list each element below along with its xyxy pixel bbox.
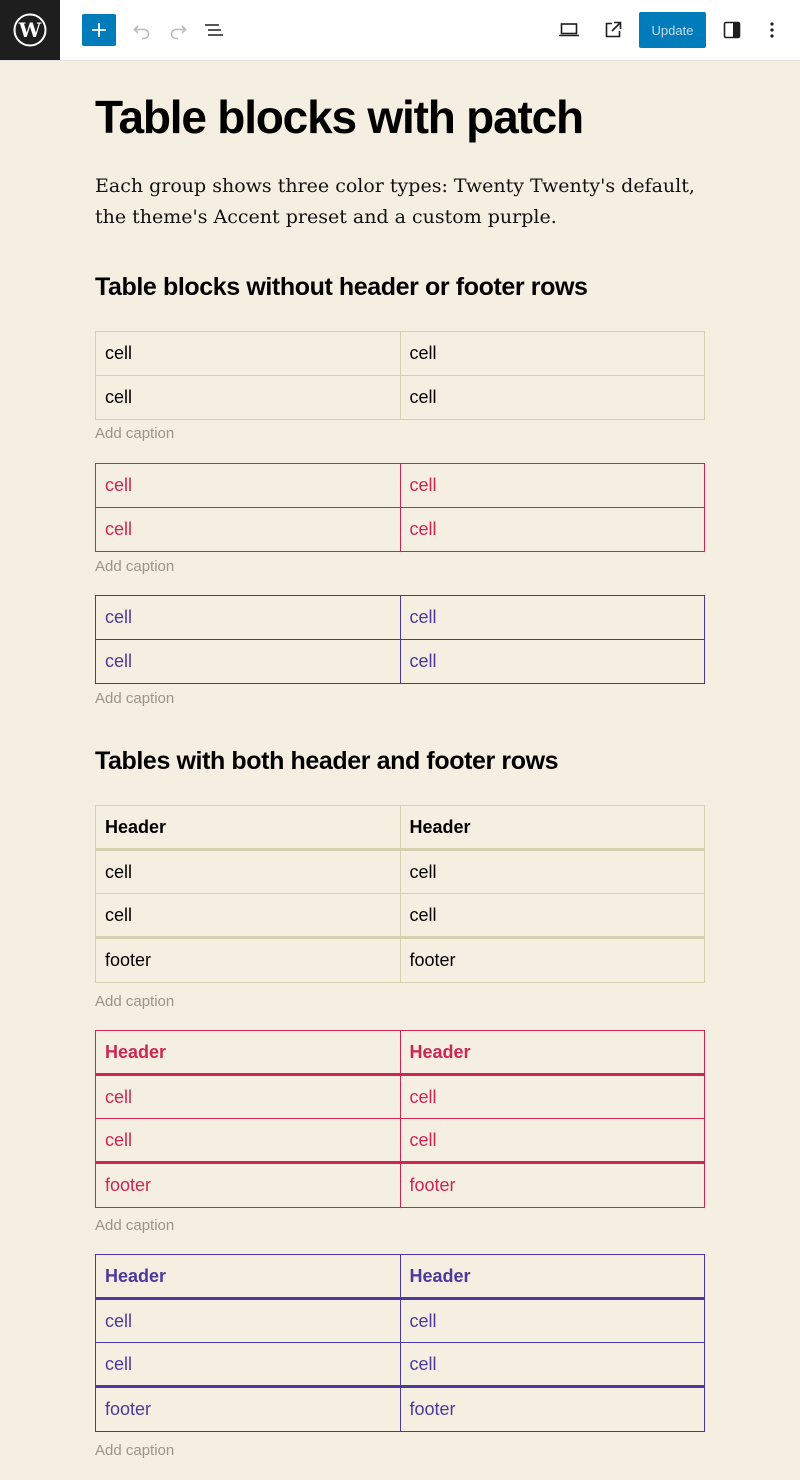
update-button[interactable]: Update (639, 12, 706, 48)
table-cell[interactable]: cell (400, 640, 705, 684)
table-cell[interactable]: cell (400, 1119, 705, 1163)
table-cell[interactable]: cell (96, 1299, 401, 1343)
table-block-accent[interactable] (95, 1030, 705, 1208)
table-block-default[interactable] (95, 805, 705, 983)
add-block-button[interactable] (82, 14, 116, 46)
table-header-cell[interactable]: Header (400, 806, 705, 850)
list-view-icon (204, 20, 224, 40)
undo-icon (132, 20, 152, 40)
intro-paragraph[interactable]: Each group shows three color types: Twenty Twenty's default, the theme's Accent preset and a custom purple. (95, 175, 695, 228)
table-footer-row (96, 1163, 705, 1208)
section-heading[interactable]: Table blocks without header or footer rows (95, 273, 588, 301)
table-row (96, 894, 705, 938)
table-header-cell[interactable]: Header (96, 1031, 401, 1075)
table-row (96, 1119, 705, 1163)
view-post-button[interactable] (595, 12, 631, 48)
editor-toolbar (0, 0, 800, 61)
table-row (96, 1075, 705, 1119)
table-cell[interactable]: cell (400, 332, 705, 376)
table-cell[interactable]: cell (400, 850, 705, 894)
table-header-cell[interactable]: Header (96, 806, 401, 850)
table-block-accent[interactable] (95, 463, 705, 552)
table-cell[interactable]: cell (400, 464, 705, 508)
table-footer-cell[interactable]: footer (400, 1163, 705, 1208)
wordpress-logo-icon[interactable] (0, 0, 60, 60)
table-cell[interactable]: cell (96, 464, 401, 508)
table-cell[interactable]: cell (400, 894, 705, 938)
table-row (96, 464, 705, 508)
redo-button[interactable] (160, 12, 196, 48)
table-caption[interactable]: Add caption (95, 993, 175, 1010)
vertical-ellipsis-icon (762, 20, 782, 40)
table-cell[interactable]: cell (400, 1075, 705, 1119)
table-cell[interactable]: cell (400, 1343, 705, 1387)
section-heading[interactable]: Tables with both header and footer rows (95, 747, 559, 775)
sidebar-settings-icon (722, 20, 742, 40)
table-header-cell[interactable]: Header (400, 1255, 705, 1299)
settings-button[interactable] (714, 12, 750, 48)
table-footer-cell[interactable]: footer (400, 938, 705, 983)
table-footer-cell[interactable]: footer (96, 1163, 401, 1208)
table-footer-row (96, 938, 705, 983)
table-footer-cell[interactable]: footer (96, 1387, 401, 1432)
post-title[interactable]: Table blocks with patch (95, 91, 583, 143)
table-footer-row (96, 1387, 705, 1432)
table-cell[interactable]: cell (400, 376, 705, 420)
table-cell[interactable]: cell (96, 332, 401, 376)
table-caption[interactable]: Add caption (95, 1442, 175, 1459)
table-header-row (96, 1255, 705, 1299)
table-row (96, 332, 705, 376)
table-cell[interactable]: cell (400, 596, 705, 640)
table-caption[interactable]: Add caption (95, 425, 175, 442)
laptop-preview-icon (558, 20, 580, 40)
table-header-row (96, 806, 705, 850)
table-caption[interactable]: Add caption (95, 1217, 175, 1234)
table-cell[interactable]: cell (400, 1299, 705, 1343)
table-caption[interactable]: Add caption (95, 558, 175, 575)
table-cell[interactable]: cell (96, 850, 401, 894)
table-header-cell[interactable]: Header (96, 1255, 401, 1299)
table-cell[interactable]: cell (96, 1343, 401, 1387)
table-cell[interactable]: cell (96, 508, 401, 552)
table-row (96, 596, 705, 640)
plus-icon (89, 20, 109, 40)
undo-button[interactable] (124, 12, 160, 48)
table-caption[interactable]: Add caption (95, 690, 175, 707)
table-row (96, 640, 705, 684)
preview-button[interactable] (551, 12, 587, 48)
table-footer-cell[interactable]: footer (96, 938, 401, 983)
table-cell[interactable]: cell (96, 1075, 401, 1119)
table-cell[interactable]: cell (96, 1119, 401, 1163)
table-footer-cell[interactable]: footer (400, 1387, 705, 1432)
redo-icon (168, 20, 188, 40)
table-header-cell[interactable]: Header (400, 1031, 705, 1075)
external-link-icon (603, 20, 623, 40)
table-cell[interactable]: cell (96, 376, 401, 420)
options-button[interactable] (754, 12, 790, 48)
table-row (96, 850, 705, 894)
table-row (96, 508, 705, 552)
table-block-default[interactable] (95, 331, 705, 420)
table-block-purple[interactable] (95, 1254, 705, 1432)
table-cell[interactable]: cell (96, 596, 401, 640)
table-row (96, 376, 705, 420)
table-header-row (96, 1031, 705, 1075)
list-view-button[interactable] (196, 12, 232, 48)
table-row (96, 1343, 705, 1387)
table-cell[interactable]: cell (400, 508, 705, 552)
table-row (96, 1299, 705, 1343)
table-cell[interactable]: cell (96, 894, 401, 938)
table-cell[interactable]: cell (96, 640, 401, 684)
table-block-purple[interactable] (95, 595, 705, 684)
svg-text:W: W (18, 18, 42, 42)
